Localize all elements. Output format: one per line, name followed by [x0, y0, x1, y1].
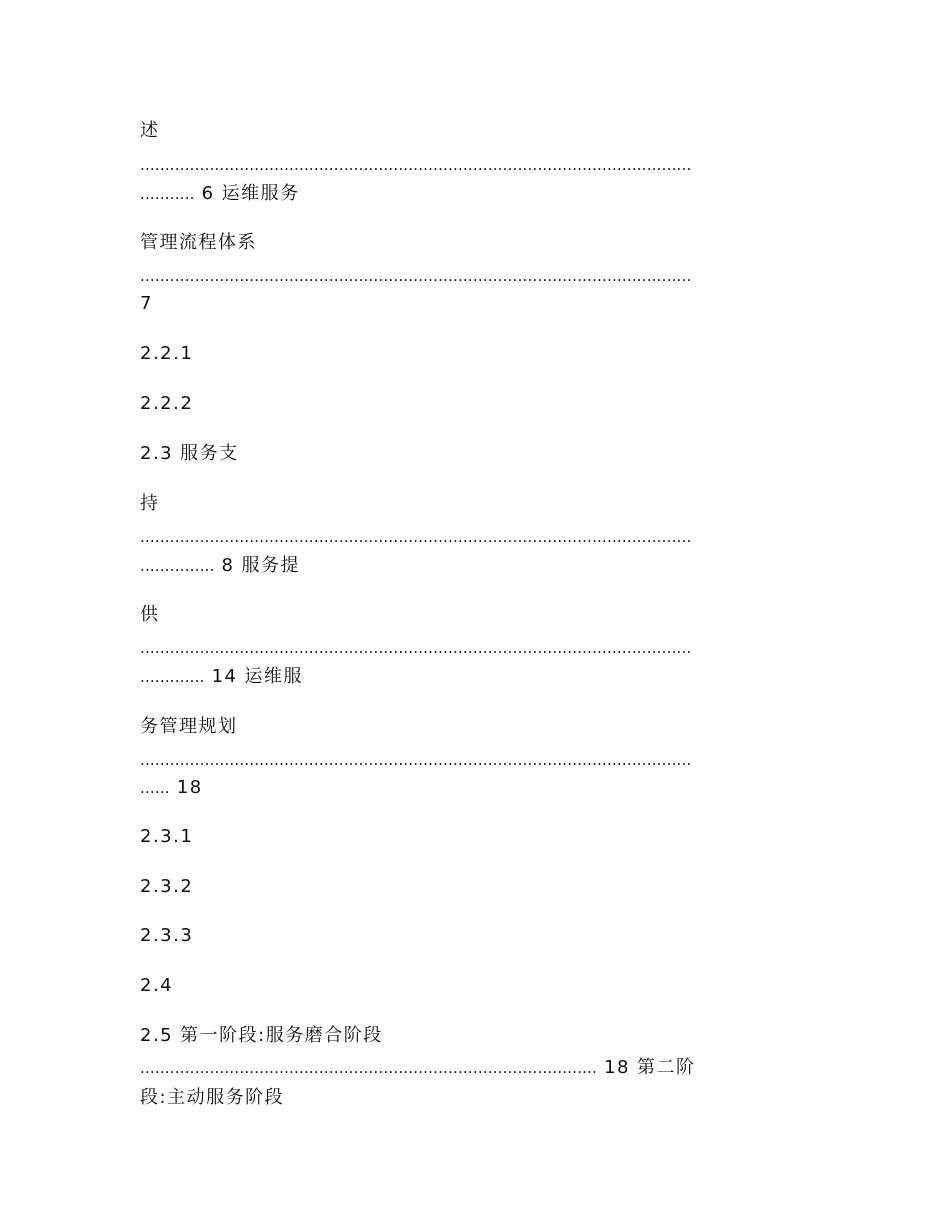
toc-line-1	[140, 119, 810, 143]
toc-line-24	[140, 1056, 810, 1080]
toc-text: 运维服务	[221, 183, 300, 204]
toc-line-13	[140, 603, 810, 627]
toc-leader-dots: ...............................................................................................................	[140, 528, 692, 546]
toc-page-number: 18	[604, 1057, 630, 1078]
toc-line-16	[140, 715, 810, 739]
toc-leader-dots: ...............................................................................................................	[140, 156, 692, 174]
toc-page-number: 6	[201, 183, 215, 204]
toc-section-number: 2.5	[140, 1025, 174, 1046]
toc-page-number: 7	[140, 293, 153, 314]
toc-leader-dots: ............................................................................................	[140, 1059, 598, 1077]
toc-leader-dots: ...............................................................................................................	[140, 267, 692, 285]
toc-line-10	[140, 492, 810, 516]
toc-text: 务管理规划	[140, 716, 238, 737]
toc-line-8	[140, 392, 810, 416]
toc-line-7	[140, 342, 810, 366]
toc-leader-dots: ...............	[140, 557, 215, 575]
toc-line-12	[140, 554, 810, 578]
toc-page-number: 18	[176, 777, 203, 798]
toc-line-21	[140, 924, 810, 948]
toc-text: 第二阶	[636, 1057, 696, 1078]
toc-line-3	[140, 182, 810, 206]
toc-section-number: 2.2.1	[140, 343, 194, 364]
toc-leader-dots: .............	[140, 668, 205, 686]
toc-text: 服务提	[241, 555, 300, 576]
toc-leader-dots: ...............................................................................................................	[140, 751, 692, 769]
toc-line-23	[140, 1024, 810, 1048]
toc-leader-dots: ...............................................................................................................	[140, 639, 692, 657]
toc-line-19	[140, 825, 810, 849]
toc-text: 段:主动服务阶段	[140, 1087, 285, 1108]
toc-text: 述	[140, 120, 160, 141]
toc-text: 第一阶段:服务磨合阶段	[180, 1025, 383, 1046]
toc-line-4	[140, 231, 810, 255]
toc-text: 管理流程体系	[140, 232, 257, 253]
toc-line-15	[140, 665, 810, 689]
toc-line-9	[140, 442, 810, 466]
toc-text: 持	[140, 493, 160, 514]
toc-line-25	[140, 1086, 810, 1110]
toc-line-20	[140, 875, 810, 899]
toc-section-number: 2.3.3	[140, 925, 194, 946]
toc-section-number: 2.3.1	[140, 826, 194, 847]
toc-page-number: 8	[221, 555, 235, 576]
toc-leader-dots: ...........	[140, 185, 195, 203]
toc-text: 运维服	[244, 666, 303, 687]
toc-section-number: 2.4	[140, 975, 174, 996]
toc-text: 供	[140, 604, 160, 625]
toc-line-6	[140, 292, 810, 316]
toc-page-number: 14	[211, 666, 238, 687]
toc-line-18	[140, 776, 810, 800]
toc-leader-dots: ......	[140, 779, 170, 797]
toc-section-number: 2.3.2	[140, 876, 194, 897]
toc-section-number: 2.3	[140, 443, 174, 464]
toc-section-number: 2.2.2	[140, 393, 194, 414]
toc-text: 服务支	[180, 443, 239, 464]
toc-line-22	[140, 974, 810, 998]
